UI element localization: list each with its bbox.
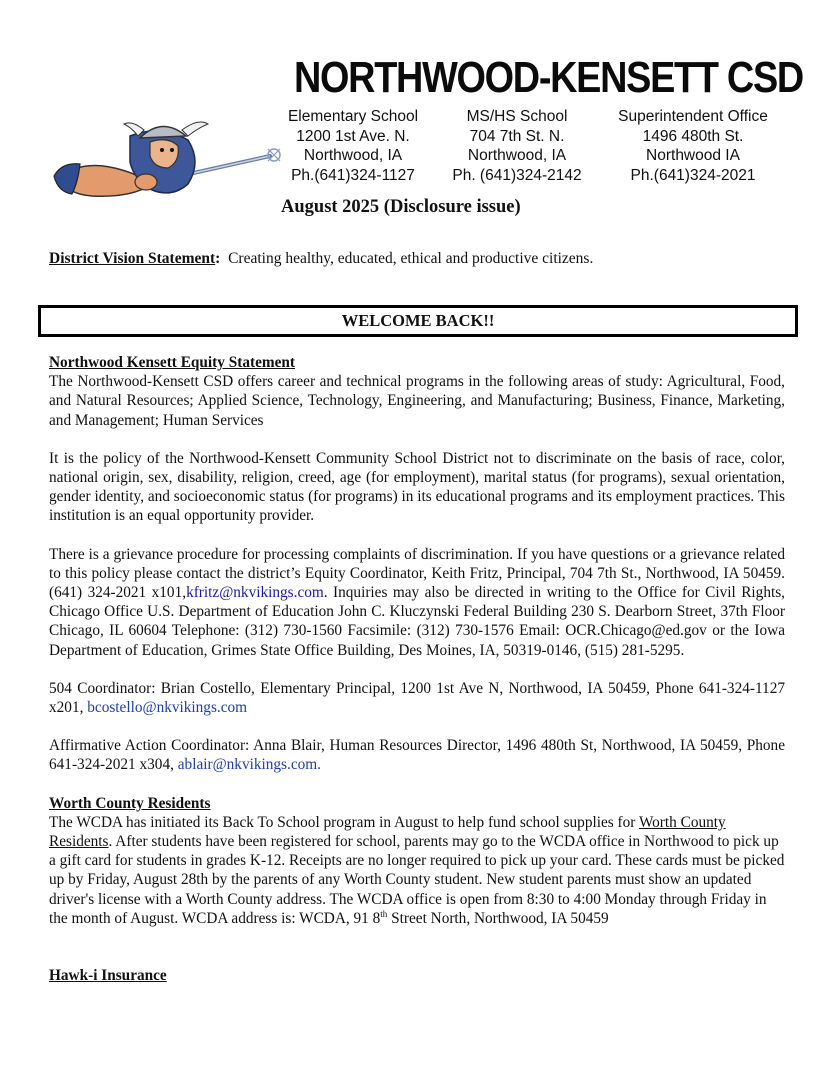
affirmative-action-paragraph xyxy=(49,736,785,774)
school-elementary xyxy=(278,107,428,185)
school-name: MS/HS School xyxy=(466,108,568,125)
worth-county-paragraph xyxy=(49,813,785,928)
viking-mascot-icon xyxy=(52,118,292,200)
equity-policy-paragraph: It is the policy of the Northwood-Kensett Community School District not to discriminate on the basis of race, color, national origin, sex, disability, religion, creed, age (for employment), marital status (for programs), sexual orientation, gender identity, and socioeconomic status (for programs) in its educational programs and its employment practices. This institution is an equal opportunity provider. xyxy=(49,449,785,525)
equity-programs-paragraph: The Northwood-Kensett CSD offers career and technical programs in the following areas of study: Agricultural, Food, and Natural Resources; Applied Science, Technology, Engineering, and Manufacturing; Business, Finance, Marketing, and Management; Human Services xyxy=(49,373,785,429)
grievance-text: There is a grievance procedure for processing complaints of discrimination. If you have questions or a grievance related to this policy please contact the district’s Equity Coordinator, Keith Fritz, Principal, 704 7th St., Northwood, IA 50459. (641) 324-2021 x101, xyxy=(49,545,785,602)
school-address: 1200 1st Ave. N. xyxy=(296,127,410,145)
school-phone: Ph.(641)324-2021 xyxy=(630,166,756,184)
superintendent-office xyxy=(608,107,778,185)
issue-title: August 2025 (Disclosure issue) xyxy=(281,197,521,217)
school-name: Superintendent Office xyxy=(618,108,768,125)
affirmative-action-text: Affirmative Action Coordinator: Anna Blair, Human Resources Director, 1496 480th St, Northwood, IA 50459, Phone 641-324-2021 x304, xyxy=(49,737,785,774)
coordinator-504-text: 504 Coordinator: Brian Costello, Elementary Principal, 1200 1st Ave N, Northwood, IA 50459, Phone 641-324-1127 x201, xyxy=(49,679,785,717)
affirmative-action-email-link[interactable]: ablair@nkvikings.com. xyxy=(177,756,321,774)
vision-colon: : xyxy=(215,250,221,267)
school-city: Northwood, IA xyxy=(467,147,567,164)
school-ms-hs xyxy=(446,107,588,185)
school-address: 1496 480th St. xyxy=(642,127,744,145)
school-phone: Ph. (641)324-2142 xyxy=(452,166,582,184)
vision-statement xyxy=(49,250,593,268)
school-city: Northwood IA xyxy=(646,147,740,164)
coordinator-504-paragraph xyxy=(49,679,785,717)
school-address: 704 7th St. N. xyxy=(469,127,565,145)
school-phone: Ph.(641)324-1127 xyxy=(291,166,415,184)
vision-text: Creating healthy, educated, ethical and productive citizens. xyxy=(228,250,594,267)
worth-county-text: The WCDA has initiated its Back To School program in August to help fund school supplies for xyxy=(49,813,639,831)
vision-label: District Vision Statement xyxy=(49,250,216,267)
coordinator-504-email-link[interactable]: bcostello@nkvikings.com xyxy=(87,699,248,717)
equity-coordinator-email-link[interactable]: kfritz@nkvikings.com xyxy=(186,584,324,602)
grievance-text-continued: . Inquiries may also be directed in writing to the Office for Civil Rights, Chicago Office U.S. Department of Education John C. Kluczynski Federal Building 230 S. Dearborn Street, 37th Floor Chicago, IL 60604 Telephone: (312) 730-1560 Facsimile: (312) 730-1576 Email: OCR.Chicago@ed.gov or the Iowa Department of Education, Grimes State Office Building, Des Moines, IA, 50319-0146, (515) 281-5295. xyxy=(49,584,785,659)
school-name: Elementary School xyxy=(287,108,419,125)
newsletter-body xyxy=(49,353,785,985)
hawki-heading: Hawk-i Insurance xyxy=(49,967,167,985)
ordinal-suffix: th xyxy=(380,908,388,919)
welcome-banner: WELCOME BACK!! xyxy=(38,305,798,337)
worth-county-text-continued: . After students have been registered for school, parents may go to the WCDA office in Northwood to pick up a gift card for students in grades K-12. Receipts are no longer required to pick up your card. These cards must be picked up by Friday, August 28th by the parents of any Worth County student. New student parents must show an updated driver's license with a Worth County address. The WCDA office is open from 8:30 to 4:00 Monday through Friday in the month of August. WCDA address is: WCDA, 91 8 xyxy=(49,833,785,927)
worth-county-heading: Worth County Residents xyxy=(49,794,211,812)
school-city: Northwood, IA xyxy=(303,147,403,164)
district-title: NORTHWOOD-KENSETT CSD xyxy=(294,53,803,102)
worth-county-address-end: Street North, Northwood, IA 50459 xyxy=(387,909,609,927)
equity-heading: Northwood Kensett Equity Statement xyxy=(49,354,296,371)
worth-county-residents-underlined: Worth County Residents xyxy=(49,813,726,851)
grievance-paragraph xyxy=(49,545,785,660)
